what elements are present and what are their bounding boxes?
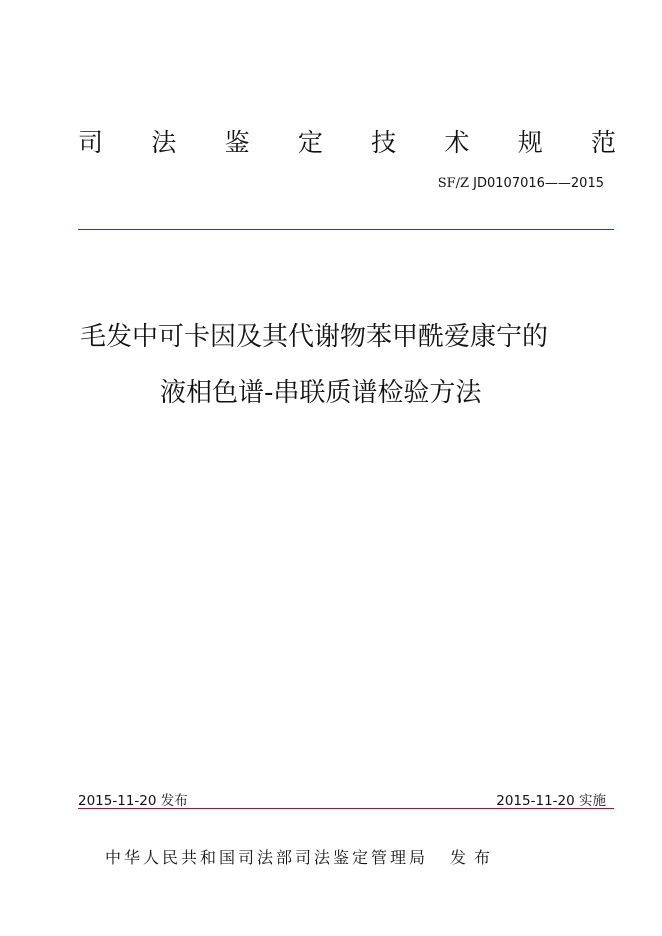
publisher-name: 中华人民共和国司法部司法鉴定管理局	[105, 848, 429, 867]
document-title-line-2: 液相色谱-串联质谱检验方法	[160, 378, 482, 408]
header-char: 技	[371, 128, 397, 157]
publisher-line	[105, 845, 498, 868]
header-char: 法	[151, 128, 177, 157]
header-char: 规	[517, 128, 543, 157]
publisher-action: 发布	[450, 848, 499, 867]
header-char: 范	[590, 128, 616, 157]
header-char: 定	[297, 128, 323, 157]
header-char: 术	[444, 128, 470, 157]
bottom-divider	[78, 808, 614, 809]
document-code	[438, 176, 604, 191]
header-char: 司	[78, 128, 104, 157]
header-title	[78, 126, 616, 160]
effective-date: 2015-11-20 实施	[496, 793, 606, 809]
header-char: 鉴	[224, 128, 250, 157]
top-divider	[78, 229, 614, 230]
document-title-line-1: 毛发中可卡因及其代谢物苯甲酰爱康宁的	[80, 322, 549, 352]
document-code-number: JD0107016——2015	[473, 176, 604, 191]
issue-date: 2015-11-20 发布	[78, 793, 188, 809]
document-code-prefix: SF/Z	[437, 176, 470, 191]
